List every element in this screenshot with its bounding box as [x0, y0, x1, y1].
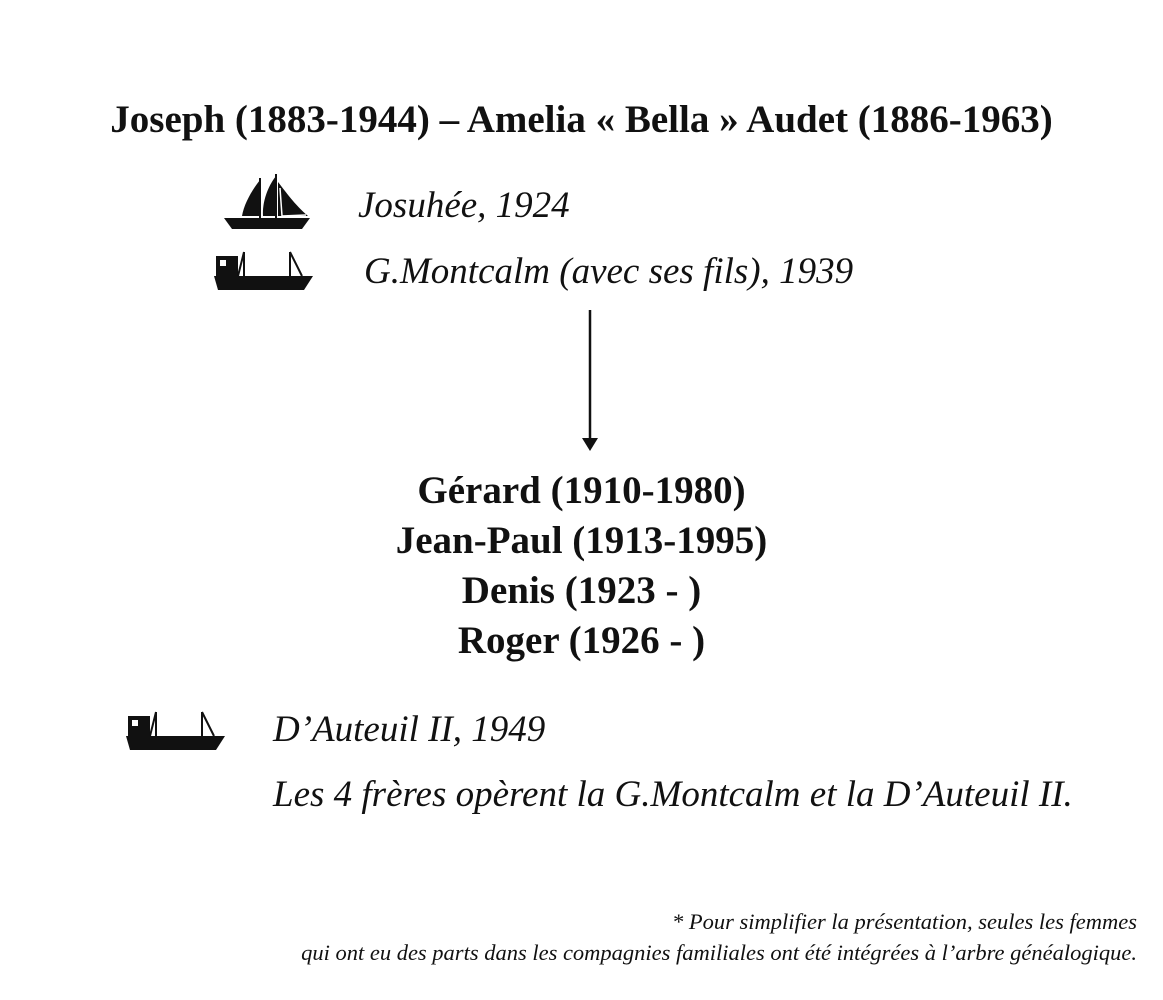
- parents-couple-heading: Joseph (1883-1944) – Amelia « Bella » Audet (1886-1963): [110, 98, 1053, 141]
- child-jean-paul: Jean-Paul (1913-1995): [395, 519, 768, 562]
- child-roger: Roger (1926 - ): [457, 619, 706, 662]
- footnote: [301, 906, 1137, 968]
- fishing-boat-icon: [126, 708, 226, 754]
- sailing-schooner-icon: [222, 174, 312, 232]
- children-list: [0, 466, 1163, 666]
- footnote-line-2: qui ont eu des parts dans les compagnies familiales ont été intégrées à l’arbre généalogique.: [301, 940, 1137, 965]
- vessel-dauteuil-ii-label: D’Auteuil II, 1949: [273, 709, 546, 750]
- descent-arrow: [578, 310, 602, 452]
- brothers-operations-note: Les 4 frères opèrent la G.Montcalm et la D’Auteuil II.: [273, 774, 1073, 815]
- footnote-line-1: * Pour simplifier la présentation, seules les femmes: [672, 909, 1137, 934]
- child-denis: Denis (1923 - ): [461, 569, 702, 612]
- vessel-josuhee-label: Josuhée, 1924: [358, 185, 570, 226]
- vessel-g-montcalm-label: G.Montcalm (avec ses fils), 1939: [364, 251, 854, 292]
- child-gerard: Gérard (1910-1980): [417, 469, 746, 512]
- fishing-boat-icon: [214, 248, 314, 294]
